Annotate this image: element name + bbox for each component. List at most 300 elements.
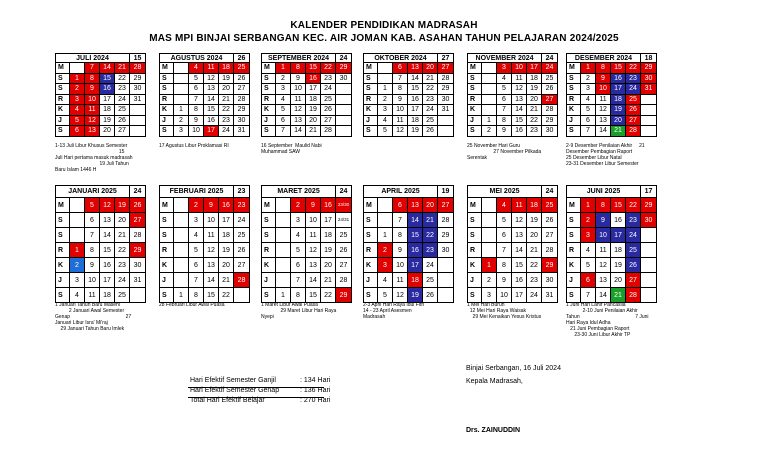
day-label: S <box>262 228 276 243</box>
date-cell <box>482 243 497 258</box>
date-cell: 17 <box>527 63 542 74</box>
day-label: K <box>160 105 174 116</box>
day-label: S <box>364 213 378 228</box>
date-cell <box>641 105 657 116</box>
date-cell: 5 <box>189 243 204 258</box>
week-row <box>262 258 352 273</box>
date-cell: 2 <box>189 198 204 213</box>
date-cell: 6 <box>393 198 408 213</box>
date-cell: 11 <box>204 63 219 74</box>
day-label: S <box>364 126 378 137</box>
date-cell: 11 <box>85 105 100 116</box>
date-cell: 23/30 <box>336 198 352 213</box>
day-label: S <box>364 84 378 95</box>
date-cell: 1 <box>70 73 85 84</box>
date-cell: 29 <box>641 63 657 74</box>
date-cell: 22 <box>626 63 641 74</box>
date-cell: 19 <box>115 198 130 213</box>
month-calendar <box>566 185 657 303</box>
date-cell: 6 <box>189 84 204 95</box>
date-cell: 31 <box>641 84 657 95</box>
date-cell: 7 <box>291 273 306 288</box>
day-label: S <box>160 73 174 84</box>
date-cell: 3 <box>497 63 512 74</box>
date-cell: 28 <box>626 288 641 303</box>
date-cell: 5 <box>581 105 596 116</box>
date-cell: 1 <box>174 288 189 303</box>
date-cell: 19 <box>219 73 234 84</box>
day-label: S <box>364 228 378 243</box>
date-cell: 4 <box>378 273 393 288</box>
week-row <box>468 94 558 105</box>
date-cell: 25 <box>542 198 558 213</box>
date-cell: 22 <box>115 243 130 258</box>
date-cell <box>641 273 657 288</box>
date-cell <box>336 115 352 126</box>
week-row <box>262 288 352 303</box>
week-row <box>262 105 352 116</box>
date-cell: 31 <box>130 94 146 105</box>
date-cell: 16 <box>100 258 115 273</box>
date-cell: 2 <box>378 94 393 105</box>
date-cell: 23 <box>423 243 438 258</box>
date-cell: 23 <box>321 73 336 84</box>
date-cell: 28 <box>234 94 250 105</box>
date-cell: 12 <box>291 105 306 116</box>
signature-block <box>466 364 561 387</box>
date-cell: 30 <box>438 94 454 105</box>
week-row <box>468 63 558 74</box>
month-name: OKTOBER 2024 <box>364 54 438 63</box>
date-cell: 22 <box>626 198 641 213</box>
date-cell: 5 <box>85 198 100 213</box>
date-cell: 22 <box>527 115 542 126</box>
month-note: 2-9 Desember Penilaian Akhir 21 Desember Pembagian Raport 25 Desember Libur Natal 23-31 Desember Libur Semester <box>566 143 645 167</box>
date-cell <box>336 126 352 137</box>
day-label: S <box>56 84 70 95</box>
date-cell: 18 <box>611 243 626 258</box>
effective-days-count: 24 <box>336 54 352 63</box>
week-row <box>567 243 657 258</box>
date-cell: 14 <box>204 273 219 288</box>
date-cell: 29 <box>130 243 146 258</box>
month-name: MEI 2025 <box>468 186 542 198</box>
date-cell: 29 <box>130 73 146 84</box>
effective-days-count: 18 <box>641 54 657 63</box>
week-row <box>160 273 250 288</box>
week-row <box>567 73 657 84</box>
date-cell: 16 <box>408 94 423 105</box>
day-label: S <box>262 213 276 228</box>
date-cell: 17 <box>100 273 115 288</box>
date-cell: 8 <box>596 63 611 74</box>
date-cell: 9 <box>204 198 219 213</box>
day-label: M <box>567 63 581 74</box>
date-cell: 11 <box>512 198 527 213</box>
week-row <box>567 84 657 95</box>
date-cell: 26 <box>321 105 336 116</box>
date-cell: 16 <box>512 273 527 288</box>
date-cell: 23 <box>626 213 641 228</box>
date-cell <box>70 213 85 228</box>
date-cell: 31 <box>234 126 250 137</box>
date-cell: 26 <box>234 73 250 84</box>
date-cell: 21 <box>306 126 321 137</box>
effective-days-count: 19 <box>438 186 454 198</box>
day-label: M <box>468 198 482 213</box>
day-label: R <box>364 94 378 105</box>
summary-label: Total Hari Efektif Belajar <box>190 397 265 404</box>
date-cell: 17 <box>219 213 234 228</box>
date-cell: 3 <box>276 84 291 95</box>
date-cell: 18 <box>100 288 115 303</box>
date-cell: 17 <box>100 94 115 105</box>
date-cell: 15 <box>100 243 115 258</box>
date-cell: 1 <box>276 63 291 74</box>
week-row <box>262 273 352 288</box>
day-label: S <box>262 73 276 84</box>
date-cell <box>174 84 189 95</box>
day-label: J <box>364 115 378 126</box>
date-cell: 21 <box>423 73 438 84</box>
week-row <box>262 115 352 126</box>
week-row <box>160 258 250 273</box>
date-cell: 21 <box>611 288 626 303</box>
day-label: J <box>56 115 70 126</box>
date-cell: 22 <box>219 105 234 116</box>
date-cell: 23 <box>219 115 234 126</box>
date-cell: 18 <box>527 73 542 84</box>
day-label: K <box>364 258 378 273</box>
date-cell: 18 <box>219 63 234 74</box>
date-cell: 1 <box>378 84 393 95</box>
day-label: S <box>160 288 174 303</box>
effective-days-count: 17 <box>641 186 657 198</box>
day-label: J <box>160 115 174 126</box>
date-cell: 21 <box>611 126 626 137</box>
month-calendar <box>467 185 558 303</box>
date-cell <box>130 126 146 137</box>
date-cell <box>378 73 393 84</box>
day-label: R <box>56 243 70 258</box>
day-label: J <box>364 273 378 288</box>
date-cell: 12 <box>596 258 611 273</box>
date-cell <box>482 94 497 105</box>
date-cell: 26 <box>626 258 641 273</box>
date-cell <box>70 198 85 213</box>
week-row <box>567 258 657 273</box>
date-cell: 3 <box>189 213 204 228</box>
date-cell: 7 <box>581 126 596 137</box>
month-note: 25 November Hari Guru 27 November Pilkada Serentak <box>467 143 542 161</box>
date-cell: 6 <box>393 63 408 74</box>
date-cell: 14 <box>512 105 527 116</box>
date-cell: 6 <box>581 115 596 126</box>
month-note: 28 Februari Libur Awal Puasa <box>159 302 225 308</box>
date-cell: 16 <box>611 213 626 228</box>
week-row <box>262 126 352 137</box>
date-cell: 9 <box>596 213 611 228</box>
date-cell: 17 <box>611 84 626 95</box>
week-row <box>468 228 558 243</box>
week-row <box>262 84 352 95</box>
date-cell: 1 <box>70 243 85 258</box>
date-cell: 2 <box>70 84 85 95</box>
day-label: R <box>262 243 276 258</box>
month-note: 1 Mei Hari Buruh 12 Mei Hari Raya Waisak 29 Mei Kenaikan Yesus Kristus <box>467 302 542 320</box>
week-row <box>468 288 558 303</box>
week-row <box>160 126 250 137</box>
date-cell: 6 <box>497 94 512 105</box>
date-cell: 26 <box>423 288 438 303</box>
date-cell <box>174 243 189 258</box>
date-cell: 12 <box>596 105 611 116</box>
date-cell: 9 <box>291 73 306 84</box>
date-cell: 25 <box>321 94 336 105</box>
week-row <box>364 228 454 243</box>
date-cell: 17 <box>512 288 527 303</box>
day-label: M <box>364 198 378 213</box>
date-cell: 28 <box>130 63 146 74</box>
week-row <box>262 73 352 84</box>
date-cell: 25 <box>423 115 438 126</box>
date-cell: 14 <box>596 288 611 303</box>
date-cell <box>336 94 352 105</box>
date-cell: 25 <box>626 243 641 258</box>
date-cell: 16 <box>219 198 234 213</box>
week-row <box>468 243 558 258</box>
date-cell: 4 <box>291 228 306 243</box>
date-cell <box>276 273 291 288</box>
date-cell: 8 <box>497 258 512 273</box>
day-label: K <box>468 105 482 116</box>
effective-days-count: 24 <box>542 186 558 198</box>
week-row <box>56 198 146 213</box>
week-row <box>364 115 454 126</box>
date-cell: 9 <box>393 243 408 258</box>
date-cell: 26 <box>115 115 130 126</box>
day-label: R <box>567 94 581 105</box>
date-cell <box>336 84 352 95</box>
date-cell: 10 <box>291 84 306 95</box>
date-cell: 25 <box>234 228 250 243</box>
date-cell: 28 <box>321 126 336 137</box>
day-label: K <box>567 258 581 273</box>
date-cell: 2 <box>581 73 596 84</box>
week-row <box>567 213 657 228</box>
date-cell: 24 <box>423 258 438 273</box>
effective-days-count: 24 <box>336 186 352 198</box>
date-cell: 13 <box>204 258 219 273</box>
date-cell: 13 <box>408 198 423 213</box>
date-cell: 24 <box>626 84 641 95</box>
month-note: 17 Agustus Libur Proklamasi RI <box>159 143 229 149</box>
day-label: S <box>56 288 70 303</box>
date-cell: 5 <box>497 84 512 95</box>
date-cell: 22 <box>423 84 438 95</box>
date-cell: 26 <box>423 126 438 137</box>
week-row <box>262 243 352 258</box>
day-label: S <box>468 73 482 84</box>
date-cell: 15 <box>204 288 219 303</box>
day-label: R <box>468 94 482 105</box>
date-cell: 1 <box>581 63 596 74</box>
date-cell <box>641 288 657 303</box>
month-name: JANUARI 2025 <box>56 186 130 198</box>
week-row <box>160 198 250 213</box>
date-cell <box>276 243 291 258</box>
day-label: M <box>262 63 276 74</box>
month-calendar <box>363 185 454 303</box>
date-cell: 13 <box>306 258 321 273</box>
day-label: M <box>364 63 378 74</box>
week-row <box>468 126 558 137</box>
day-label: S <box>468 213 482 228</box>
date-cell: 6 <box>70 126 85 137</box>
day-label: R <box>56 94 70 105</box>
date-cell: 11 <box>85 288 100 303</box>
date-cell: 23 <box>423 94 438 105</box>
summary-value: : 136 Hari <box>300 387 331 394</box>
date-cell: 21 <box>219 94 234 105</box>
week-row <box>160 73 250 84</box>
date-cell: 3 <box>70 94 85 105</box>
day-label: S <box>567 228 581 243</box>
month-calendar <box>566 53 657 137</box>
date-cell: 28 <box>130 228 146 243</box>
effective-days-count: 15 <box>130 54 146 63</box>
month-name: DESEMBER 2024 <box>567 54 641 63</box>
date-cell: 8 <box>497 115 512 126</box>
week-row <box>160 288 250 303</box>
month-name: FEBRUARI 2025 <box>160 186 234 198</box>
date-cell: 27 <box>438 198 454 213</box>
date-cell: 25 <box>115 105 130 116</box>
date-cell: 25 <box>542 73 558 84</box>
month-note: 2-3 April Hari Raya Idul Fitri 14 - 23 April Asesmen Madrasah <box>363 302 425 320</box>
date-cell: 5 <box>189 73 204 84</box>
day-label: S <box>567 288 581 303</box>
date-cell <box>641 258 657 273</box>
date-cell: 9 <box>306 198 321 213</box>
date-cell: 29 <box>438 228 454 243</box>
date-cell: 2 <box>482 273 497 288</box>
day-label: M <box>468 63 482 74</box>
day-label: J <box>262 115 276 126</box>
date-cell: 10 <box>512 63 527 74</box>
day-label: M <box>160 198 174 213</box>
date-cell: 4 <box>276 94 291 105</box>
day-label: S <box>160 228 174 243</box>
date-cell: 12 <box>512 213 527 228</box>
week-row <box>364 243 454 258</box>
week-row <box>56 94 146 105</box>
date-cell: 7 <box>497 105 512 116</box>
date-cell: 20 <box>611 115 626 126</box>
date-cell: 28 <box>542 105 558 116</box>
date-cell: 12 <box>306 243 321 258</box>
date-cell: 7 <box>85 63 100 74</box>
date-cell <box>482 73 497 84</box>
date-cell: 6 <box>497 228 512 243</box>
day-label: J <box>262 273 276 288</box>
calendar-title: KALENDER PENDIDIKAN MADRASAH <box>290 20 478 31</box>
date-cell: 13 <box>596 273 611 288</box>
day-label: S <box>56 126 70 137</box>
date-cell <box>336 105 352 116</box>
week-row <box>262 228 352 243</box>
week-row <box>468 115 558 126</box>
day-label: S <box>567 73 581 84</box>
date-cell: 6 <box>581 273 596 288</box>
day-label: S <box>160 213 174 228</box>
date-cell: 8 <box>85 243 100 258</box>
date-cell: 16 <box>204 115 219 126</box>
effective-days-count: 26 <box>234 54 250 63</box>
date-cell: 23 <box>527 273 542 288</box>
week-row <box>160 243 250 258</box>
week-row <box>567 198 657 213</box>
date-cell: 19 <box>527 84 542 95</box>
day-label: S <box>56 228 70 243</box>
month-note: 16 September Maulid Nabi Muhammad SAW <box>261 143 322 155</box>
date-cell: 16 <box>512 126 527 137</box>
summary-label: Hari Efektif Semester Ganjil <box>190 377 276 384</box>
week-row <box>567 288 657 303</box>
date-cell: 21 <box>115 63 130 74</box>
date-cell: 4 <box>497 73 512 84</box>
date-cell <box>276 198 291 213</box>
date-cell: 16 <box>611 73 626 84</box>
month-name: NOVEMBER 2024 <box>468 54 542 63</box>
date-cell: 27 <box>542 94 558 105</box>
date-cell: 13 <box>204 84 219 95</box>
date-cell: 3 <box>482 288 497 303</box>
date-cell: 6 <box>189 258 204 273</box>
date-cell: 24/31 <box>336 213 352 228</box>
date-cell: 22 <box>219 288 234 303</box>
date-cell: 19 <box>611 105 626 116</box>
month-calendar <box>261 53 352 137</box>
date-cell: 27 <box>626 273 641 288</box>
day-label: S <box>567 126 581 137</box>
week-row <box>567 115 657 126</box>
week-row <box>56 115 146 126</box>
date-cell <box>174 63 189 74</box>
date-cell: 5 <box>378 126 393 137</box>
date-cell: 10 <box>596 228 611 243</box>
month-calendar <box>55 53 146 137</box>
date-cell: 2 <box>70 258 85 273</box>
date-cell: 8 <box>291 288 306 303</box>
date-cell: 1 <box>378 228 393 243</box>
date-cell: 15 <box>611 63 626 74</box>
week-row <box>364 126 454 137</box>
date-cell: 12 <box>85 115 100 126</box>
date-cell: 4 <box>581 94 596 105</box>
week-row <box>364 84 454 95</box>
date-cell: 12 <box>100 198 115 213</box>
date-cell: 14 <box>291 126 306 137</box>
date-cell: 29 <box>542 258 558 273</box>
date-cell: 17 <box>306 84 321 95</box>
date-cell <box>482 105 497 116</box>
month-calendar <box>261 185 352 303</box>
date-cell: 13 <box>85 126 100 137</box>
date-cell: 6 <box>291 258 306 273</box>
date-cell: 7 <box>581 288 596 303</box>
date-cell: 19 <box>408 126 423 137</box>
